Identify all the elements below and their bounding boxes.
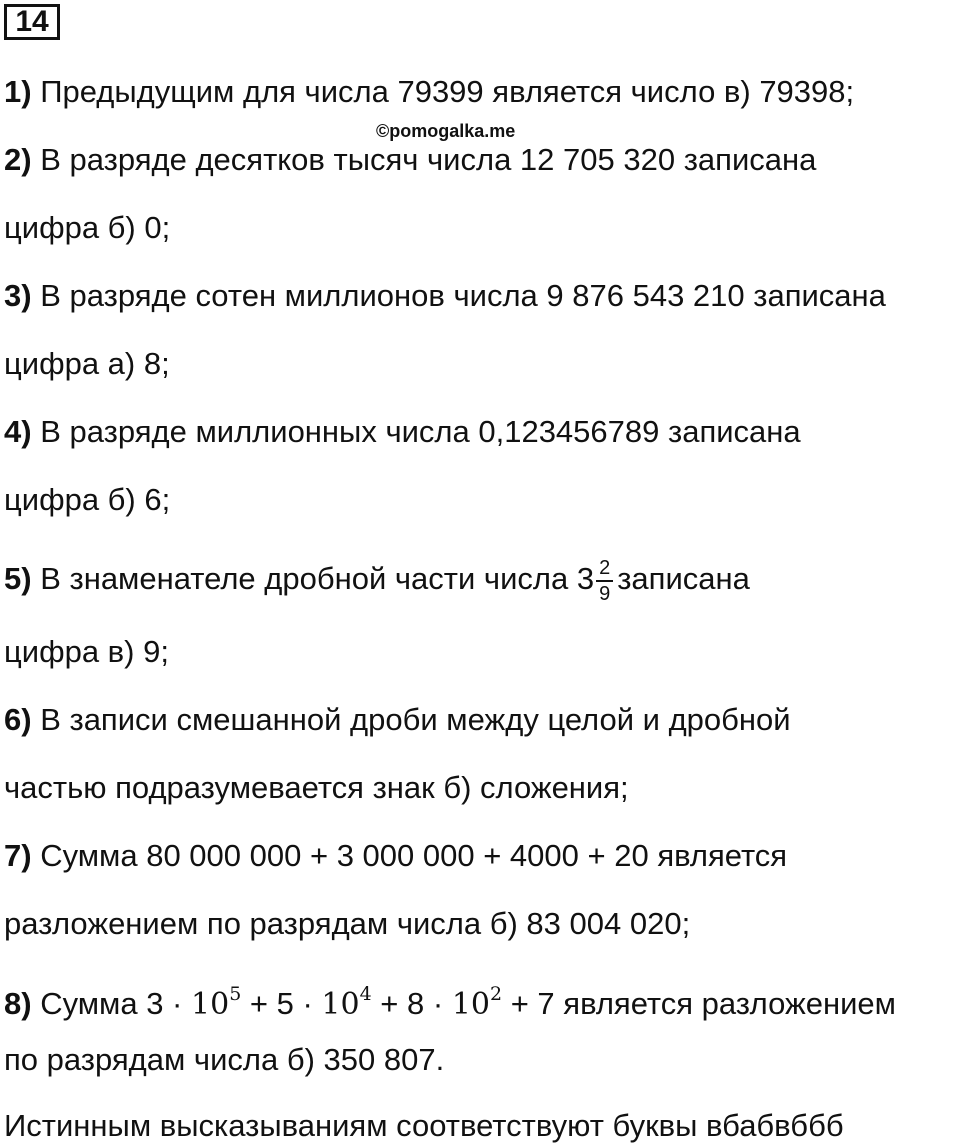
- item-text: + 8 ·: [371, 986, 452, 1021]
- fraction: [596, 556, 613, 606]
- statement-4: [4, 412, 801, 452]
- item-text: Сумма 3 ·: [31, 986, 191, 1021]
- statement-3: [4, 276, 886, 316]
- power-base: 10: [191, 987, 230, 1022]
- item-number: 5): [4, 561, 32, 597]
- item-text: + 7 является разложением: [502, 986, 896, 1021]
- statement-6-continuation: частью подразумевается знак б) сложения;: [4, 770, 629, 805]
- statement-4-continuation: цифра б) 6;: [4, 482, 171, 517]
- statement-7-continuation: разложением по разрядам числа б) 83 004 020;: [4, 906, 691, 941]
- task-number-badge: 14: [4, 4, 60, 40]
- item-text: В разряде миллионных числа 0,123456789 записана: [31, 414, 801, 449]
- item-text: Предыдущим для числа 79399 является число в) 79398;: [31, 74, 855, 109]
- watermark-text: ©pomogalka.me: [376, 121, 516, 141]
- statement-5: [4, 556, 750, 606]
- item-text: + 5 ·: [241, 986, 322, 1021]
- statement-8-continuation: по разрядам числа б) 350 807.: [4, 1042, 445, 1077]
- statement-2: [4, 140, 816, 180]
- item-text: В разряде сотен миллионов числа 9 876 543 210 записана: [31, 278, 886, 313]
- item-text: Сумма 80 000 000 + 3 000 000 + 4000 + 20 является: [31, 838, 788, 873]
- fraction-denominator: 9: [599, 583, 611, 605]
- item-number: 8): [4, 986, 32, 1021]
- item-text: В записи смешанной дроби между целой и дробной: [31, 702, 791, 737]
- statement-2-continuation: цифра б) 0;: [4, 210, 171, 245]
- conclusion-text: Истинным высказываниям соответствуют буквы вбабвббб: [4, 1108, 844, 1143]
- power-exponent: 4: [359, 983, 372, 1005]
- power-base: 10: [451, 987, 490, 1022]
- statement-3-continuation: цифра а) 8;: [4, 346, 170, 381]
- power-exponent: 2: [490, 983, 503, 1005]
- item-text-after: записана: [617, 561, 750, 597]
- statement-7: [4, 836, 787, 876]
- item-number: 3): [4, 278, 32, 313]
- fraction-numerator: 2: [596, 556, 613, 582]
- statement-5-continuation: цифра в) 9;: [4, 634, 169, 669]
- item-number: 1): [4, 74, 32, 109]
- item-number: 6): [4, 702, 32, 737]
- statement-1: [4, 72, 854, 112]
- statement-6: [4, 700, 791, 740]
- item-number: 7): [4, 838, 32, 873]
- item-number: 4): [4, 414, 32, 449]
- item-number: 2): [4, 142, 32, 177]
- item-text: В разряде десятков тысяч числа 12 705 320 записана: [31, 142, 817, 177]
- power-base: 10: [321, 987, 360, 1022]
- power-exponent: 5: [229, 983, 242, 1005]
- item-text: В знаменателе дробной части числа 3: [31, 561, 595, 597]
- statement-8: [4, 974, 896, 1025]
